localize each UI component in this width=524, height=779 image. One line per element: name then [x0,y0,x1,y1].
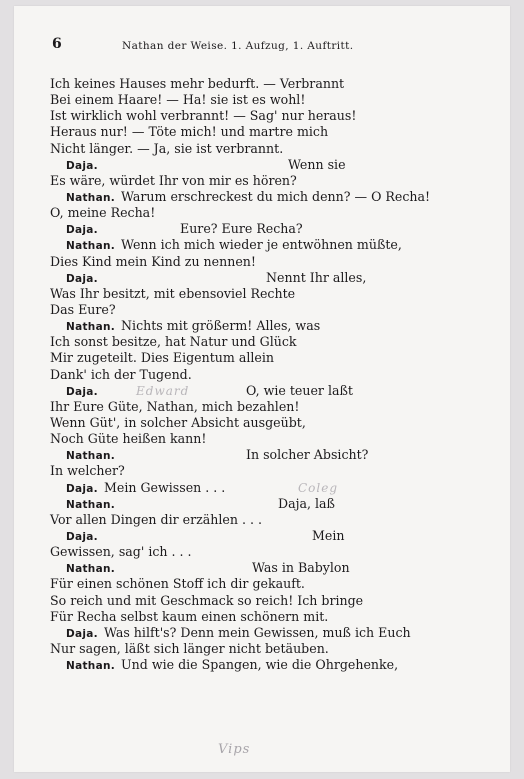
line-text: Für Recha selbst kaum einen schönern mit. [50,608,329,624]
text-line [50,496,510,512]
line-text: Mir zugeteilt. Dies Eigentum allein [50,350,275,366]
speaker-name: Daja. [66,272,98,285]
line-continuation: Eure? Eure Recha? [180,221,303,237]
line-text: Ich keines Hauses mehr bedurft. — Verbrannt [50,76,345,91]
speaker-name: Nathan. [66,240,116,253]
text-line [50,447,510,463]
line-text: Und wie die Spangen, wie die Ohrgehenke, [121,657,399,673]
speaker-name: Daja. [66,627,98,640]
text-line [50,189,510,205]
book-page [14,6,510,772]
library-stamp: Coleg [298,480,339,495]
line-text: Wenn ich mich wieder je entwöhnen müßte, [121,237,402,253]
library-stamp: Edward [136,383,190,398]
text-line [50,641,510,657]
text-line [50,334,510,350]
line-text: Heraus nur! — Töte mich! und martre mich [50,124,329,140]
line-text: Bei einem Haare! — Ha! sie ist es wohl! [50,92,306,108]
text-line [50,221,510,237]
text-line [50,560,510,576]
text-line [50,512,510,528]
line-text: Vor allen Dingen dir erzählen . . . [50,511,262,527]
line-text: Es wäre, würdet Ihr von mir es hören? [50,172,297,188]
running-head: Nathan der Weise. 1. Aufzug, 1. Auftritt. [122,40,354,52]
speaker-name: Daja. [66,482,98,495]
text-line [50,657,510,673]
line-text: Dank' ich der Tugend. [50,366,192,382]
text-line [50,141,510,157]
text-line [50,625,510,641]
line-text: So reich und mit Geschmack so reich! Ich bringe [50,592,364,608]
line-text: Dies Kind mein Kind zu nennen! [50,253,256,269]
line-continuation: Daja, laß [278,495,335,511]
line-text: Was Ihr besitzt, mit ebensoviel Rechte [50,285,296,301]
text-line [50,254,510,270]
text-line [50,463,510,479]
line-text: Nichts mit größerm! Alles, was [121,318,321,334]
text-line [50,92,510,108]
line-text: Wenn Güt', in solcher Absicht ausgeübt, [50,414,306,430]
line-text: Was hilft's? Denn mein Gewissen, muß ich Euch [103,624,411,640]
line-text: Das Eure? [50,301,116,317]
text-line [50,157,510,173]
text-line [50,124,510,140]
text-line [50,415,510,431]
line-text: Ihr Eure Güte, Nathan, mich bezahlen! [50,398,300,414]
text-line [50,173,510,189]
text-line [50,237,510,253]
line-text: Ist wirklich wohl verbrannt! — Sag' nur heraus! [50,108,357,124]
speaker-name: Daja. [66,159,98,172]
line-text: Warum erschreckest du mich denn? — O Recha! [121,188,431,204]
text-line [50,270,510,286]
line-text: Nur sagen, läßt sich länger nicht betäuben. [50,640,329,656]
line-text: Noch Güte heißen kann! [50,431,207,447]
speaker-name: Nathan. [66,321,116,334]
text-line [50,76,510,92]
page-number: 6 [52,36,62,52]
text-line [50,593,510,609]
speaker-name: Daja. [66,530,98,543]
line-continuation: Was in Babylon [252,560,350,576]
line-text: Mein Gewissen . . . [103,479,226,495]
line-continuation: O, wie teuer laßt [246,382,353,398]
text-line [50,367,510,383]
text-line [50,576,510,592]
speaker-name: Daja. [66,224,98,237]
play-text [50,76,510,673]
handwritten-signature: Vips [218,742,251,757]
line-text: Für einen schönen Stoff ich dir gekauft. [50,576,305,592]
text-line [50,318,510,334]
text-line [50,544,510,560]
text-line [50,431,510,447]
line-text: O, meine Recha! [50,205,156,221]
text-line [50,286,510,302]
speaker-name: Daja. [66,385,98,398]
speaker-name: Nathan. [66,191,116,204]
line-continuation: In solcher Absicht? [246,447,369,463]
text-line [50,205,510,221]
line-text: In welcher? [50,463,125,479]
line-text: Gewissen, sag' ich . . . [50,544,192,560]
text-line [50,350,510,366]
text-line [50,480,510,496]
speaker-name: Nathan. [66,563,116,576]
text-line [50,383,510,399]
line-text: Ich sonst besitze, hat Natur und Glück [50,334,297,350]
line-continuation: Wenn sie [288,156,346,172]
text-line [50,108,510,124]
text-line [50,399,510,415]
text-line [50,609,510,625]
line-continuation: Nennt Ihr alles, [266,269,367,285]
speaker-name: Nathan. [66,498,116,511]
speaker-name: Nathan. [66,450,116,463]
text-line [50,528,510,544]
text-line [50,302,510,318]
line-continuation: Mein [312,527,345,543]
line-text: Nicht länger. — Ja, sie ist verbrannt. [50,140,284,156]
speaker-name: Nathan. [66,660,116,673]
